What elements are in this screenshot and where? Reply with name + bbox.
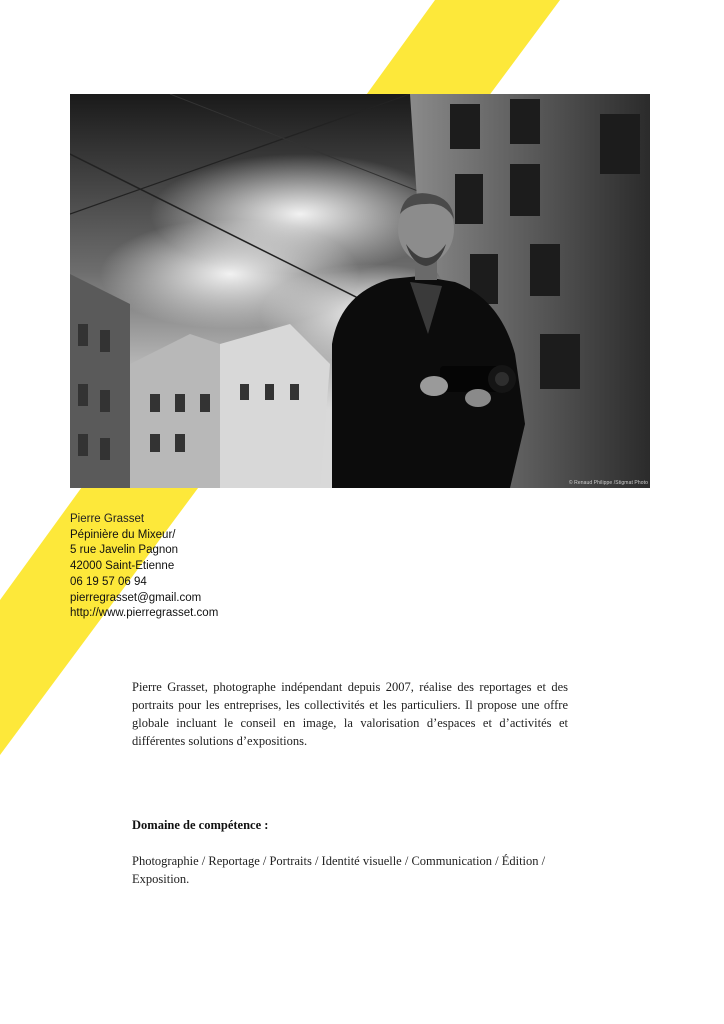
bio-paragraph: Pierre Grasset, photographe indépendant depuis 2007, réalise des reportages et des portraits pour les entreprises, les collectivités et les particuliers. Il propose une offre globale incluant le conseil en image, la valorisation d’espaces et d’activités et différentes solutions d’expositions.: [132, 680, 568, 748]
contact-name: Pierre Grasset: [70, 513, 145, 525]
photo-credit: © Renaud Philippe /Stigmat Photo: [568, 480, 648, 486]
contact-city: 42000 Saint-Etienne: [70, 560, 175, 573]
contact-phone: 06 19 57 06 94: [70, 575, 147, 588]
competence-list: Photographie / Reportage / Portraits / Identité visuelle / Communication / Édition / Exposition.: [132, 854, 546, 886]
contact-organization: Pépinière du Mixeur/: [70, 528, 176, 541]
photo-illustration: [70, 94, 650, 488]
portrait-photo: [70, 94, 650, 488]
contact-email[interactable]: pierregrasset@gmail.com: [70, 591, 202, 604]
contact-website[interactable]: http://www.pierregrasset.com: [70, 607, 219, 620]
contact-block: [70, 512, 218, 622]
competence-heading: Domaine de compétence :: [132, 818, 269, 832]
contact-street: 5 rue Javelin Pagnon: [70, 544, 179, 557]
